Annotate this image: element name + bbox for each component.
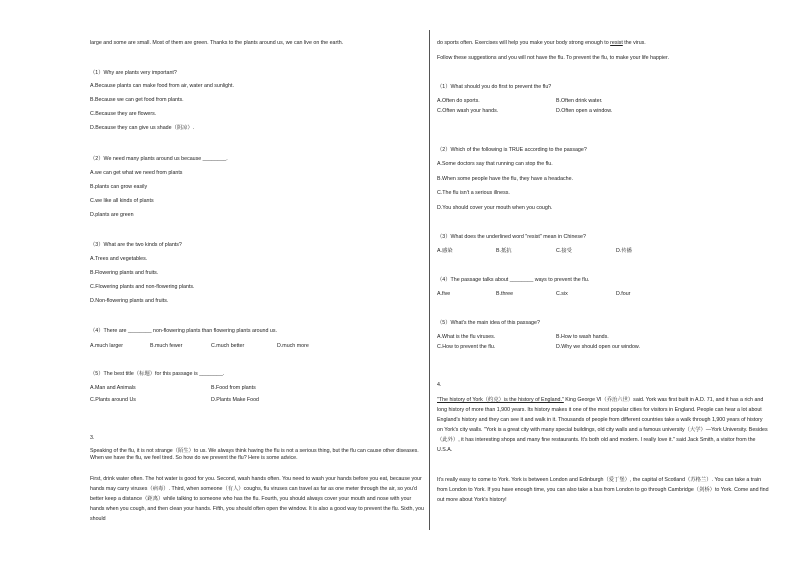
continuation-text: do sports often. Exercises will help you make your body strong enough to bbox=[437, 40, 611, 46]
r-q1-option-d[interactable]: D.Often open a window. bbox=[556, 108, 613, 114]
r-q4-option-a[interactable]: A.five bbox=[437, 291, 451, 297]
q2-option-d[interactable]: D.plants are green bbox=[90, 212, 134, 218]
r-q3-option-b[interactable]: B.抵抗 bbox=[496, 248, 512, 254]
passage-4-number: 4. bbox=[437, 382, 442, 388]
r-q5-option-d[interactable]: D.Why we should open our window. bbox=[556, 344, 640, 350]
question-5-stem: （5）What's the main idea of this passage? bbox=[437, 320, 540, 326]
question-5-stem: （5）The best title（标题）for this passage is ________. bbox=[90, 371, 225, 377]
passage2-ending: large and some are small. Most of them are green. Thanks to the plants around us, we can live on the earth. bbox=[90, 40, 344, 46]
q1-option-d[interactable]: D.Because they can give us shade（阴凉）. bbox=[90, 125, 195, 131]
r-q4-option-c[interactable]: C.six bbox=[556, 291, 568, 297]
q1-option-c[interactable]: C.Because they are flowers. bbox=[90, 111, 157, 117]
q2-option-b[interactable]: B.plants can grow easily bbox=[90, 184, 148, 190]
question-1-stem: （1）Why are plants very important? bbox=[90, 70, 177, 76]
r-q3-option-a[interactable]: A.感染 bbox=[437, 248, 453, 254]
r-q1-option-c[interactable]: C.Often wash your hands. bbox=[437, 108, 499, 114]
r-q2-option-b[interactable]: B.When some people have the flu, they have a headache. bbox=[437, 176, 574, 182]
q5-option-a[interactable]: A.Man and Animals bbox=[90, 385, 136, 391]
passage-3-paragraph-2: First, drink water often. The hot water is good for you. Second, wash hands often. You need to wash your hands before you eat, because your hands may carry viruses（病毒）. Third, when someone（有人）coughs, flu viruses can travel as far as one meter through the air, so you'd better keep a distance（距离）while talking to someone who has the flu. Fourth, you should always cover your mouth and nose with your hands when you cough, and then clean your hands. Fifth, you should often open the window. It is also a good way to prevent the flu. Sixth, you should bbox=[90, 476, 424, 522]
q4-option-a[interactable]: A.much larger bbox=[90, 343, 123, 349]
question-3-stem: （3）What are the two kinds of plants? bbox=[90, 242, 182, 248]
passage-3-paragraph-1: Speaking of the flu, it is not strange（陌生）to us. We always think having the flu is not a serious thing, but the flu can cause other diseases. When we have the flu, we feel tired. So how do we prevent the flu? Here is some advice. bbox=[90, 448, 419, 462]
question-1-stem: （1）What should you do first to prevent the flu? bbox=[437, 84, 552, 90]
q1-option-a[interactable]: A.Because plants can make food from air, water and sunlight. bbox=[90, 83, 234, 89]
passage3-continuation bbox=[437, 40, 646, 47]
passage-3-number: 3. bbox=[90, 435, 95, 441]
r-q5-option-a[interactable]: A.What is the flu viruses. bbox=[437, 334, 496, 340]
q3-option-c[interactable]: C.Flowering plants and non-flowering plants. bbox=[90, 284, 195, 290]
question-2-stem: （2）We need many plants around us because ________. bbox=[90, 156, 228, 162]
q4-option-d[interactable]: D.much more bbox=[277, 343, 309, 349]
q5-option-b[interactable]: B.Food from plants bbox=[211, 385, 256, 391]
question-4-stem: （4）There are ________ non-flowering plants than flowering plants around us. bbox=[90, 328, 277, 334]
r-q5-option-b[interactable]: B.How to wash hands. bbox=[556, 334, 609, 340]
q2-option-a[interactable]: A.we can get what we need from plants bbox=[90, 170, 183, 176]
q2-option-c[interactable]: C.we like all kinds of plants bbox=[90, 198, 154, 204]
passage-4-paragraph-2: It's really easy to come to York. York is between London and Edinburgh（爱丁堡）, the capital of Scotland（苏格兰）. You can take a train from London to York. If you have enough time, you can also take a bus from London to go through Cambridge（剑桥）to York. Come and find out more about York's history! bbox=[437, 477, 769, 503]
q1-option-b[interactable]: B.Because we can get food from plants. bbox=[90, 97, 184, 103]
q5-option-c[interactable]: C.Plants around Us bbox=[90, 397, 136, 403]
question-2-stem: （2）Which of the following is TRUE according to the passage? bbox=[437, 147, 587, 153]
q3-option-d[interactable]: D.Non-flowering plants and fruits. bbox=[90, 298, 169, 304]
question-4-stem: （4）The passage talks about ________ ways to prevent the flu. bbox=[437, 277, 590, 283]
question-3-stem: （3）What does the underlined word "resist" mean in Chinese? bbox=[437, 234, 586, 240]
underlined-quote: "The history of York（约克）is the history of England." bbox=[437, 397, 564, 403]
column-divider bbox=[429, 30, 430, 530]
r-q1-option-b[interactable]: B.Often drink water. bbox=[556, 98, 603, 104]
r-q2-option-a[interactable]: A.Some doctors say that running can stop the flu. bbox=[437, 161, 553, 167]
underlined-word-resist: resist bbox=[610, 40, 623, 46]
r-q5-option-c[interactable]: C.How to prevent the flu. bbox=[437, 344, 496, 350]
q4-option-c[interactable]: C.much better bbox=[211, 343, 245, 349]
r-q2-option-d[interactable]: D.You should cover your mouth when you cough. bbox=[437, 205, 553, 211]
passage-4-paragraph-1 bbox=[437, 395, 769, 455]
q3-option-a[interactable]: A.Trees and vegetables. bbox=[90, 256, 148, 262]
passage3-conclusion: Follow these suggestions and you will not have the flu. To prevent the flu, to make your life happier. bbox=[437, 55, 669, 61]
r-q1-option-a[interactable]: A.Often do sports. bbox=[437, 98, 480, 104]
continuation-text-end: the virus. bbox=[622, 40, 646, 46]
q5-option-d[interactable]: D.Plants Make Food bbox=[211, 397, 259, 403]
r-q2-option-c[interactable]: C.The flu isn't a serious illness. bbox=[437, 190, 510, 196]
passage-4-paragraph-1-text: King George Ⅵ（乔治六世）said. York was first built in A.D. 71, and it has a rich and long history of more than 1,900 years. Its history makes it one of the most popular cities for visitors in England. People can hear a lot about England's history and they can see it and walk in it. Thousands of people from different countries take a walk through 1,900 years of history on York's city walls. "York is a great city with many special buildings, old city walls and a famous university（大学）—York University. Besides（此外）, it has interesting shops and many fine restaurants. It's both old and modern. I really love it." said Jack Smith, a visitor from the U.S.A. bbox=[437, 397, 768, 453]
r-q3-option-c[interactable]: C.接受 bbox=[556, 248, 572, 254]
r-q3-option-d[interactable]: D.传播 bbox=[616, 248, 632, 254]
r-q4-option-d[interactable]: D.four bbox=[616, 291, 631, 297]
q4-option-b[interactable]: B.much fewer bbox=[150, 343, 183, 349]
r-q4-option-b[interactable]: B.three bbox=[496, 291, 514, 297]
q3-option-b[interactable]: B.Flowering plants and fruits. bbox=[90, 270, 159, 276]
